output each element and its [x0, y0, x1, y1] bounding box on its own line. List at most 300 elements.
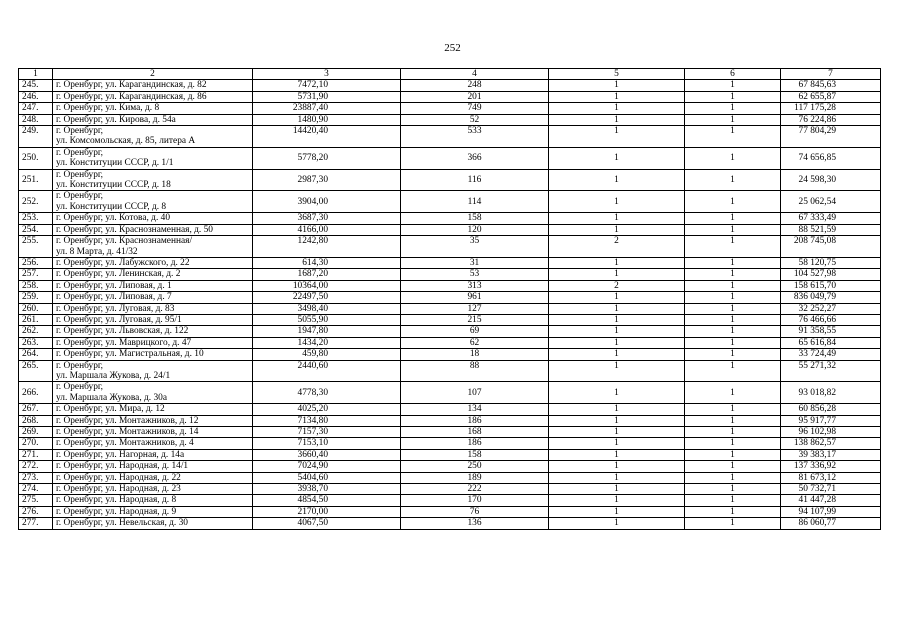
col5-cell: 1	[549, 337, 685, 348]
address-cell	[53, 495, 253, 506]
count-cell: 533	[401, 126, 549, 148]
address-line: г. Оренбург,	[56, 382, 104, 393]
table-row	[19, 91, 881, 102]
row-number: 258.	[19, 280, 53, 291]
amount-cell: 50 732,71	[781, 484, 881, 495]
count-cell: 313	[401, 280, 549, 291]
row-number: 268.	[19, 415, 53, 426]
amount-cell: 138 862,57	[781, 438, 881, 449]
address-line: г. Оренбург,	[56, 126, 104, 137]
col5-cell: 1	[549, 461, 685, 472]
amount-cell: 88 521,59	[781, 224, 881, 235]
address-line: г. Оренбург, ул. Монтажников, д. 12	[56, 415, 199, 426]
row-number: 253.	[19, 213, 53, 224]
row-number: 275.	[19, 495, 53, 506]
amount-cell: 55 271,32	[781, 360, 881, 382]
count-cell: 76	[401, 506, 549, 517]
row-number: 267.	[19, 404, 53, 415]
col6-cell: 1	[685, 382, 781, 404]
row-number: 260.	[19, 303, 53, 314]
address-cell	[53, 213, 253, 224]
amount-cell: 208 745,08	[781, 236, 881, 258]
area-cell: 7134,80	[253, 415, 401, 426]
address-cell	[53, 314, 253, 325]
area-cell: 7157,30	[253, 427, 401, 438]
area-cell: 5055,90	[253, 314, 401, 325]
col5-cell: 1	[549, 80, 685, 91]
row-number: 248.	[19, 114, 53, 125]
row-number: 274.	[19, 484, 53, 495]
count-cell: 120	[401, 224, 549, 235]
count-cell: 35	[401, 236, 549, 258]
col5-cell: 1	[549, 303, 685, 314]
area-cell: 3938,70	[253, 484, 401, 495]
area-cell: 10364,00	[253, 280, 401, 291]
amount-cell: 58 120,75	[781, 257, 881, 268]
count-cell: 222	[401, 484, 549, 495]
amount-cell: 86 060,77	[781, 518, 881, 529]
col5-cell: 1	[549, 326, 685, 337]
col6-cell: 1	[685, 337, 781, 348]
address-cell	[53, 224, 253, 235]
row-number: 264.	[19, 349, 53, 360]
address-cell	[53, 303, 253, 314]
amount-cell: 65 616,84	[781, 337, 881, 348]
count-cell: 749	[401, 103, 549, 114]
area-cell: 4166,00	[253, 224, 401, 235]
count-cell: 116	[401, 169, 549, 191]
area-cell: 3687,30	[253, 213, 401, 224]
col6-cell: 1	[685, 427, 781, 438]
col6-cell: 1	[685, 484, 781, 495]
area-cell: 1434,20	[253, 337, 401, 348]
address-cell	[53, 236, 253, 258]
count-cell: 168	[401, 427, 549, 438]
address-cell	[53, 169, 253, 191]
area-cell: 1242,80	[253, 236, 401, 258]
amount-cell: 74 656,85	[781, 147, 881, 169]
table-row	[19, 114, 881, 125]
col5-cell: 1	[549, 126, 685, 148]
col6-cell: 1	[685, 495, 781, 506]
col5-cell: 1	[549, 292, 685, 303]
row-number: 254.	[19, 224, 53, 235]
row-number: 257.	[19, 269, 53, 280]
col6-cell: 1	[685, 461, 781, 472]
count-cell: 69	[401, 326, 549, 337]
col6-cell: 1	[685, 257, 781, 268]
col5-cell: 1	[549, 382, 685, 404]
header-cell: 3	[253, 69, 401, 80]
table-row	[19, 382, 881, 404]
row-number: 277.	[19, 518, 53, 529]
area-cell: 7024,90	[253, 461, 401, 472]
address-line: г. Оренбург, ул. Лабужского, д. 22	[56, 257, 190, 268]
amount-cell: 158 615,70	[781, 280, 881, 291]
address-line: г. Оренбург, ул. Народная, д. 22	[56, 472, 181, 483]
address-line: г. Оренбург,	[56, 191, 104, 202]
area-cell: 2440,60	[253, 360, 401, 382]
amount-cell: 137 336,92	[781, 461, 881, 472]
count-cell: 215	[401, 314, 549, 325]
col5-cell: 1	[549, 484, 685, 495]
table-row	[19, 169, 881, 191]
col5-cell: 1	[549, 213, 685, 224]
area-cell: 5778,20	[253, 147, 401, 169]
header-cell: 1	[19, 69, 53, 80]
count-cell: 201	[401, 91, 549, 102]
table-row	[19, 518, 881, 529]
count-cell: 52	[401, 114, 549, 125]
table-row	[19, 147, 881, 169]
amount-cell: 104 527,98	[781, 269, 881, 280]
row-number: 272.	[19, 461, 53, 472]
address-cell	[53, 126, 253, 148]
count-cell: 18	[401, 349, 549, 360]
col6-cell: 1	[685, 349, 781, 360]
address-line: г. Оренбург, ул. Маврицкого, д. 47	[56, 337, 192, 348]
amount-cell: 96 102,98	[781, 427, 881, 438]
table-row	[19, 360, 881, 382]
col5-cell: 2	[549, 236, 685, 258]
amount-cell: 81 673,12	[781, 472, 881, 483]
row-number: 255.	[19, 236, 53, 258]
area-cell: 459,80	[253, 349, 401, 360]
table-row	[19, 326, 881, 337]
count-cell: 250	[401, 461, 549, 472]
col5-cell: 1	[549, 114, 685, 125]
address-cell	[53, 360, 253, 382]
amount-cell: 60 856,28	[781, 404, 881, 415]
area-cell: 3498,40	[253, 303, 401, 314]
area-cell: 22497,50	[253, 292, 401, 303]
data-table	[18, 68, 881, 530]
header-cell: 6	[685, 69, 781, 80]
row-number: 265.	[19, 360, 53, 382]
col6-cell: 1	[685, 114, 781, 125]
address-line: ул. Комсомольская, д. 85, литера А	[56, 136, 196, 147]
col5-cell: 1	[549, 415, 685, 426]
col5-cell: 1	[549, 360, 685, 382]
col6-cell: 1	[685, 360, 781, 382]
count-cell: 114	[401, 191, 549, 213]
address-cell	[53, 191, 253, 213]
area-cell: 5731,90	[253, 91, 401, 102]
col6-cell: 1	[685, 280, 781, 291]
page-number: 252	[444, 42, 461, 54]
address-line: г. Оренбург, ул. Краснознаменная, д. 50	[56, 224, 213, 235]
address-line: г. Оренбург, ул. Магистральная, д. 10	[56, 349, 204, 360]
address-line: г. Оренбург, ул. Липовая, д. 7	[56, 292, 172, 303]
header-cell: 5	[549, 69, 685, 80]
col5-cell: 1	[549, 269, 685, 280]
address-line: г. Оренбург, ул. Мира, д. 12	[56, 404, 165, 415]
address-line: г. Оренбург, ул. Народная, д. 23	[56, 484, 181, 495]
table-row	[19, 303, 881, 314]
table-row	[19, 314, 881, 325]
col6-cell: 1	[685, 404, 781, 415]
amount-cell: 76 224,86	[781, 114, 881, 125]
amount-cell: 77 804,29	[781, 126, 881, 148]
amount-cell: 41 447,28	[781, 495, 881, 506]
area-cell: 4025,20	[253, 404, 401, 415]
col5-cell: 1	[549, 495, 685, 506]
col5-cell: 1	[549, 257, 685, 268]
header-cell: 7	[781, 69, 881, 80]
table-row	[19, 191, 881, 213]
amount-cell: 67 845,63	[781, 80, 881, 91]
col5-cell: 1	[549, 472, 685, 483]
area-cell: 1480,90	[253, 114, 401, 125]
table-row	[19, 495, 881, 506]
address-line: г. Оренбург, ул. Монтажников, д. 4	[56, 438, 194, 449]
area-cell: 2987,30	[253, 169, 401, 191]
col5-cell: 1	[549, 169, 685, 191]
col6-cell: 1	[685, 438, 781, 449]
area-cell: 7153,10	[253, 438, 401, 449]
amount-cell: 93 018,82	[781, 382, 881, 404]
table-row	[19, 415, 881, 426]
address-cell	[53, 415, 253, 426]
table-row	[19, 472, 881, 483]
count-cell: 136	[401, 518, 549, 529]
amount-cell: 24 598,30	[781, 169, 881, 191]
address-line: г. Оренбург, ул. Луговая, д. 95/1	[56, 314, 182, 325]
row-number: 249.	[19, 126, 53, 148]
table-row	[19, 506, 881, 517]
address-cell	[53, 114, 253, 125]
address-line: г. Оренбург, ул. Народная, д. 9	[56, 506, 177, 517]
table-row	[19, 257, 881, 268]
amount-cell: 33 724,49	[781, 349, 881, 360]
count-cell: 127	[401, 303, 549, 314]
table-row	[19, 236, 881, 258]
amount-cell: 39 383,17	[781, 449, 881, 460]
table-row	[19, 438, 881, 449]
row-number: 269.	[19, 427, 53, 438]
count-cell: 158	[401, 213, 549, 224]
col6-cell: 1	[685, 213, 781, 224]
address-cell	[53, 349, 253, 360]
table-row	[19, 449, 881, 460]
area-cell: 14420,40	[253, 126, 401, 148]
row-number: 271.	[19, 449, 53, 460]
address-cell	[53, 280, 253, 291]
col5-cell: 1	[549, 438, 685, 449]
amount-cell: 32 252,27	[781, 303, 881, 314]
address-cell	[53, 518, 253, 529]
address-line: г. Оренбург, ул. Липовая, д. 1	[56, 280, 172, 291]
table-row	[19, 224, 881, 235]
address-cell	[53, 337, 253, 348]
row-number: 250.	[19, 147, 53, 169]
col5-cell: 1	[549, 349, 685, 360]
col6-cell: 1	[685, 472, 781, 483]
header-row	[19, 69, 881, 80]
col5-cell: 2	[549, 280, 685, 291]
area-cell: 23887,40	[253, 103, 401, 114]
table-row	[19, 349, 881, 360]
table-row	[19, 404, 881, 415]
col6-cell: 1	[685, 506, 781, 517]
amount-cell: 76 466,66	[781, 314, 881, 325]
col5-cell: 1	[549, 518, 685, 529]
address-line: г. Оренбург, ул. Народная, д. 14/1	[56, 461, 189, 472]
address-line: г. Оренбург, ул. Кирова, д. 54а	[56, 114, 176, 125]
col5-cell: 1	[549, 191, 685, 213]
count-cell: 134	[401, 404, 549, 415]
table-row	[19, 80, 881, 91]
row-number: 256.	[19, 257, 53, 268]
row-number: 252.	[19, 191, 53, 213]
count-cell: 107	[401, 382, 549, 404]
amount-cell: 25 062,54	[781, 191, 881, 213]
count-cell: 158	[401, 449, 549, 460]
address-line: ул. Маршала Жукова, д. 30а	[56, 392, 168, 403]
area-cell: 5404,60	[253, 472, 401, 483]
address-cell	[53, 382, 253, 404]
address-line: г. Оренбург, ул. Невельская, д. 30	[56, 518, 188, 529]
amount-cell: 62 655,87	[781, 91, 881, 102]
col6-cell: 1	[685, 169, 781, 191]
count-cell: 248	[401, 80, 549, 91]
address-cell	[53, 484, 253, 495]
count-cell: 366	[401, 147, 549, 169]
row-number: 273.	[19, 472, 53, 483]
amount-cell: 91 358,55	[781, 326, 881, 337]
col5-cell: 1	[549, 506, 685, 517]
count-cell: 31	[401, 257, 549, 268]
address-line: г. Оренбург,	[56, 147, 104, 158]
address-cell	[53, 506, 253, 517]
col5-cell: 1	[549, 314, 685, 325]
count-cell: 88	[401, 360, 549, 382]
col6-cell: 1	[685, 269, 781, 280]
address-cell	[53, 472, 253, 483]
col5-cell: 1	[549, 147, 685, 169]
col6-cell: 1	[685, 326, 781, 337]
amount-cell: 67 333,49	[781, 213, 881, 224]
address-line: г. Оренбург,	[56, 169, 104, 180]
address-cell	[53, 147, 253, 169]
area-cell: 4067,50	[253, 518, 401, 529]
row-number: 246.	[19, 91, 53, 102]
col6-cell: 1	[685, 415, 781, 426]
address-cell	[53, 91, 253, 102]
address-line: ул. Конституции СССР, д. 1/1	[56, 158, 174, 169]
col6-cell: 1	[685, 126, 781, 148]
col6-cell: 1	[685, 103, 781, 114]
address-cell	[53, 269, 253, 280]
col5-cell: 1	[549, 91, 685, 102]
amount-cell: 117 175,28	[781, 103, 881, 114]
table-row	[19, 484, 881, 495]
address-cell	[53, 257, 253, 268]
area-cell: 1687,20	[253, 269, 401, 280]
col6-cell: 1	[685, 191, 781, 213]
amount-cell: 836 049,79	[781, 292, 881, 303]
col6-cell: 1	[685, 303, 781, 314]
col5-cell: 1	[549, 103, 685, 114]
row-number: 261.	[19, 314, 53, 325]
table-row	[19, 337, 881, 348]
area-cell: 614,30	[253, 257, 401, 268]
col6-cell: 1	[685, 314, 781, 325]
address-line: ул. Конституции СССР, д. 8	[56, 201, 167, 212]
col6-cell: 1	[685, 236, 781, 258]
address-line: г. Оренбург, ул. Ленинская, д. 2	[56, 269, 181, 280]
area-cell: 7472,10	[253, 80, 401, 91]
address-cell	[53, 404, 253, 415]
address-cell	[53, 103, 253, 114]
col6-cell: 1	[685, 91, 781, 102]
col6-cell: 1	[685, 224, 781, 235]
header-cell: 2	[53, 69, 253, 80]
area-cell: 3904,00	[253, 191, 401, 213]
area-cell: 1947,80	[253, 326, 401, 337]
address-cell	[53, 449, 253, 460]
row-number: 251.	[19, 169, 53, 191]
count-cell: 961	[401, 292, 549, 303]
area-cell: 2170,00	[253, 506, 401, 517]
amount-cell: 95 917,77	[781, 415, 881, 426]
table-row	[19, 427, 881, 438]
col6-cell: 1	[685, 518, 781, 529]
col6-cell: 1	[685, 80, 781, 91]
address-cell	[53, 438, 253, 449]
table-row	[19, 280, 881, 291]
count-cell: 53	[401, 269, 549, 280]
row-number: 263.	[19, 337, 53, 348]
row-number: 259.	[19, 292, 53, 303]
count-cell: 62	[401, 337, 549, 348]
col5-cell: 1	[549, 224, 685, 235]
address-line: г. Оренбург, ул. Краснознаменная/	[56, 236, 193, 247]
address-cell	[53, 326, 253, 337]
address-line: г. Оренбург, ул. Кима, д. 8	[56, 103, 160, 114]
header-cell: 4	[401, 69, 549, 80]
row-number: 262.	[19, 326, 53, 337]
address-line: г. Оренбург, ул. Карагандинская, д. 82	[56, 80, 207, 91]
row-number: 276.	[19, 506, 53, 517]
row-number: 247.	[19, 103, 53, 114]
area-cell: 4854,50	[253, 495, 401, 506]
address-line: г. Оренбург, ул. Монтажников, д. 14	[56, 427, 199, 437]
table-row	[19, 126, 881, 148]
address-line: ул. Маршала Жукова, д. 24/1	[56, 370, 171, 381]
col5-cell: 1	[549, 449, 685, 460]
area-cell: 4778,30	[253, 382, 401, 404]
count-cell: 170	[401, 495, 549, 506]
row-number: 266.	[19, 382, 53, 404]
address-cell	[53, 80, 253, 91]
col6-cell: 1	[685, 449, 781, 460]
address-cell	[53, 461, 253, 472]
count-cell: 189	[401, 472, 549, 483]
count-cell: 186	[401, 415, 549, 426]
count-cell: 186	[401, 438, 549, 449]
table-row	[19, 292, 881, 303]
col5-cell: 1	[549, 427, 685, 438]
address-cell	[53, 292, 253, 303]
address-line: г. Оренбург, ул. Нагорная, д. 14а	[56, 449, 185, 460]
amount-cell: 94 107,99	[781, 506, 881, 517]
area-cell: 3660,40	[253, 449, 401, 460]
address-line: г. Оренбург, ул. Карагандинская, д. 86	[56, 91, 207, 102]
col6-cell: 1	[685, 292, 781, 303]
table-row	[19, 461, 881, 472]
address-line: г. Оренбург,	[56, 360, 104, 371]
